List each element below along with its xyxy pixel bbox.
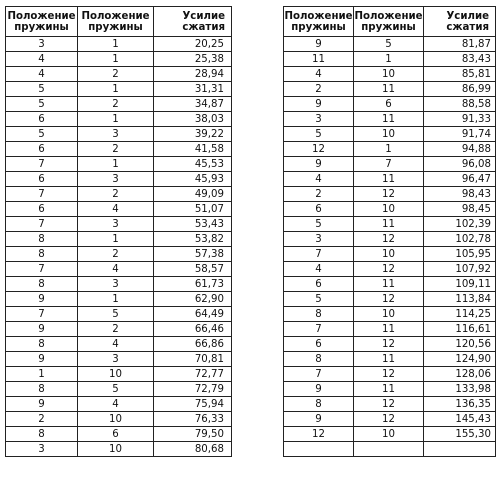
spring-position-b-cell: 11: [354, 82, 424, 97]
compression-force-cell: 107,92: [424, 262, 496, 277]
table-row: [6, 202, 232, 217]
table-row: [6, 427, 232, 442]
spring-position-a-cell: 6: [6, 112, 78, 127]
spring-position-a-cell: 1: [6, 367, 78, 382]
table-row: [284, 277, 496, 292]
spring-position-b-cell: 2: [78, 187, 154, 202]
spring-position-b-cell: 1: [78, 292, 154, 307]
compression-force-cell: 128,06: [424, 367, 496, 382]
spring-position-a-cell: [284, 442, 354, 457]
spring-position-b-cell: 10: [354, 67, 424, 82]
table-row: [284, 82, 496, 97]
compression-force-cell: 58,57: [154, 262, 232, 277]
spring-position-a-cell: 4: [6, 67, 78, 82]
table-body-left: [6, 37, 232, 457]
spring-position-a-cell: 6: [284, 277, 354, 292]
compression-force-cell: [424, 442, 496, 457]
spring-position-b-cell: 10: [354, 427, 424, 442]
spring-position-a-cell: 7: [284, 322, 354, 337]
compression-force-cell: 136,35: [424, 397, 496, 412]
compression-force-cell: 120,56: [424, 337, 496, 352]
compression-force-cell: 91,33: [424, 112, 496, 127]
table-row: [284, 217, 496, 232]
spring-position-b-cell: 3: [78, 127, 154, 142]
spring-position-b-cell: 5: [78, 307, 154, 322]
compression-force-cell: 38,03: [154, 112, 232, 127]
table-row: [6, 142, 232, 157]
spring-position-a-cell: 2: [6, 412, 78, 427]
spring-table-left: [5, 6, 232, 457]
spring-position-a-cell: 5: [6, 97, 78, 112]
table-row: [284, 247, 496, 262]
compression-force-cell: 133,98: [424, 382, 496, 397]
table-row: [284, 172, 496, 187]
compression-force-cell: 45,93: [154, 172, 232, 187]
compression-force-cell: 61,73: [154, 277, 232, 292]
spring-position-a-cell: 5: [6, 127, 78, 142]
table-row: [284, 112, 496, 127]
compression-force-cell: 64,49: [154, 307, 232, 322]
compression-force-cell: 70,81: [154, 352, 232, 367]
spring-position-b-cell: 4: [78, 202, 154, 217]
table-row: [284, 337, 496, 352]
compression-force-cell: 83,43: [424, 52, 496, 67]
table-row: [6, 397, 232, 412]
header-row: [284, 7, 496, 37]
compression-force-cell: 113,84: [424, 292, 496, 307]
spring-position-a-cell: 9: [284, 382, 354, 397]
compression-force-cell: 124,90: [424, 352, 496, 367]
spring-position-b-cell: 11: [354, 172, 424, 187]
spring-position-b-cell: 5: [354, 37, 424, 52]
table-row: [6, 97, 232, 112]
compression-force-cell: 116,61: [424, 322, 496, 337]
spring-position-a-cell: 8: [6, 247, 78, 262]
table-row: [6, 112, 232, 127]
spring-position-a-cell: 8: [284, 352, 354, 367]
table-body-right: [284, 37, 496, 457]
compression-force-cell: 72,77: [154, 367, 232, 382]
compression-force-cell: 62,90: [154, 292, 232, 307]
spring-position-a-cell: 7: [284, 247, 354, 262]
spring-position-b-cell: 2: [78, 67, 154, 82]
table-row: [284, 412, 496, 427]
compression-force-cell: 57,38: [154, 247, 232, 262]
compression-force-cell: 76,33: [154, 412, 232, 427]
header-row: [6, 7, 232, 37]
spring-position-b-cell: 10: [78, 442, 154, 457]
spring-position-b-cell: 12: [354, 337, 424, 352]
spring-position-b-cell: 6: [354, 97, 424, 112]
spring-position-b-cell: 1: [78, 232, 154, 247]
compression-force-cell: 109,11: [424, 277, 496, 292]
compression-force-cell: 94,88: [424, 142, 496, 157]
spring-position-b-cell: 2: [78, 142, 154, 157]
spring-position-a-cell: 3: [284, 112, 354, 127]
spring-position-b-cell: 3: [78, 352, 154, 367]
table-row: [6, 247, 232, 262]
compression-force-cell: 85,81: [424, 67, 496, 82]
table-row: [6, 412, 232, 427]
table-row: [6, 217, 232, 232]
table-row: [6, 352, 232, 367]
spring-position-b-cell: 10: [354, 127, 424, 142]
spring-position-a-cell: 8: [6, 382, 78, 397]
spring-position-b-cell: 12: [354, 232, 424, 247]
table-row: [6, 322, 232, 337]
table-row: [284, 322, 496, 337]
table-row: [284, 382, 496, 397]
spring-position-b-cell: 11: [354, 112, 424, 127]
spring-position-b-cell: 10: [354, 307, 424, 322]
compression-force-cell: 86,99: [424, 82, 496, 97]
header-spring-position-2: Положение пружины: [354, 7, 424, 37]
spring-position-a-cell: 8: [6, 427, 78, 442]
table-row: [284, 232, 496, 247]
compression-force-cell: 96,47: [424, 172, 496, 187]
spring-position-a-cell: 6: [6, 202, 78, 217]
table-row: [6, 292, 232, 307]
table-row: [284, 367, 496, 382]
spring-position-a-cell: 7: [284, 367, 354, 382]
spring-position-b-cell: 10: [78, 412, 154, 427]
header-spring-position-1: Положение пружины: [6, 7, 78, 37]
spring-position-b-cell: 4: [78, 337, 154, 352]
table-row: [6, 172, 232, 187]
spring-position-b-cell: 1: [78, 37, 154, 52]
spring-position-a-cell: 9: [284, 37, 354, 52]
spring-position-a-cell: 7: [6, 187, 78, 202]
table-row: [284, 202, 496, 217]
compression-force-cell: 51,07: [154, 202, 232, 217]
spring-position-b-cell: 10: [78, 367, 154, 382]
compression-force-cell: 72,79: [154, 382, 232, 397]
spring-position-a-cell: 11: [284, 52, 354, 67]
compression-force-cell: 41,58: [154, 142, 232, 157]
compression-force-cell: 45,53: [154, 157, 232, 172]
compression-force-cell: 53,82: [154, 232, 232, 247]
table-row: [6, 67, 232, 82]
table-row: [284, 97, 496, 112]
spring-position-a-cell: 4: [6, 52, 78, 67]
compression-force-cell: 39,22: [154, 127, 232, 142]
spring-position-b-cell: 1: [78, 112, 154, 127]
spring-position-a-cell: 7: [6, 262, 78, 277]
table-row: [284, 67, 496, 82]
table-row: [284, 352, 496, 367]
table-row: [284, 142, 496, 157]
compression-force-cell: 34,87: [154, 97, 232, 112]
table-row: [284, 427, 496, 442]
spring-position-b-cell: 12: [354, 262, 424, 277]
spring-position-b-cell: 12: [354, 367, 424, 382]
table-row: [6, 157, 232, 172]
table-row: [284, 127, 496, 142]
header-spring-position-1: Положение пружины: [284, 7, 354, 37]
table-row: [284, 307, 496, 322]
compression-force-cell: 49,09: [154, 187, 232, 202]
spring-position-b-cell: 1: [78, 82, 154, 97]
compression-force-cell: 145,43: [424, 412, 496, 427]
spring-position-a-cell: 8: [6, 232, 78, 247]
table-row: [6, 37, 232, 52]
table-row: [6, 337, 232, 352]
spring-position-b-cell: 12: [354, 292, 424, 307]
table-row: [6, 127, 232, 142]
spring-position-b-cell: 1: [78, 52, 154, 67]
compression-force-cell: 96,08: [424, 157, 496, 172]
spring-position-b-cell: 2: [78, 322, 154, 337]
spring-position-b-cell: 1: [354, 52, 424, 67]
table-row: [6, 82, 232, 97]
spring-position-b-cell: 11: [354, 382, 424, 397]
spring-position-a-cell: 5: [284, 127, 354, 142]
compression-force-cell: 88,58: [424, 97, 496, 112]
spring-position-a-cell: 4: [284, 172, 354, 187]
spring-position-b-cell: 4: [78, 262, 154, 277]
table-row: [284, 157, 496, 172]
compression-force-cell: 66,46: [154, 322, 232, 337]
compression-force-cell: 75,94: [154, 397, 232, 412]
spring-position-b-cell: 12: [354, 397, 424, 412]
spring-position-a-cell: 9: [6, 292, 78, 307]
spring-position-b-cell: 3: [78, 172, 154, 187]
spring-position-b-cell: 11: [354, 322, 424, 337]
spring-position-b-cell: [354, 442, 424, 457]
spring-position-b-cell: 12: [354, 187, 424, 202]
table-row: [284, 52, 496, 67]
spring-position-b-cell: 1: [78, 157, 154, 172]
table-row: [284, 262, 496, 277]
spring-position-a-cell: 3: [284, 232, 354, 247]
spring-position-a-cell: 4: [284, 262, 354, 277]
compression-force-cell: 66,86: [154, 337, 232, 352]
spring-position-a-cell: 5: [284, 217, 354, 232]
compression-force-cell: 20,25: [154, 37, 232, 52]
table-row: [6, 187, 232, 202]
compression-force-cell: 53,43: [154, 217, 232, 232]
compression-force-cell: 31,31: [154, 82, 232, 97]
compression-force-cell: 81,87: [424, 37, 496, 52]
compression-force-cell: 102,78: [424, 232, 496, 247]
spring-position-a-cell: 9: [284, 157, 354, 172]
spring-position-a-cell: 7: [6, 217, 78, 232]
spring-position-a-cell: 6: [284, 337, 354, 352]
table-row: [6, 367, 232, 382]
table-row: [6, 232, 232, 247]
spring-position-a-cell: 4: [284, 67, 354, 82]
compression-force-cell: 91,74: [424, 127, 496, 142]
spring-position-a-cell: 6: [6, 142, 78, 157]
spring-table-right: [283, 6, 496, 457]
spring-position-b-cell: 2: [78, 97, 154, 112]
spring-position-a-cell: 9: [6, 352, 78, 367]
table-row: [6, 307, 232, 322]
spring-position-a-cell: 5: [284, 292, 354, 307]
table-row: [284, 442, 496, 457]
spring-position-a-cell: 9: [284, 97, 354, 112]
compression-force-cell: 80,68: [154, 442, 232, 457]
compression-force-cell: 28,94: [154, 67, 232, 82]
spring-position-b-cell: 6: [78, 427, 154, 442]
table-row: [6, 262, 232, 277]
spring-position-b-cell: 2: [78, 247, 154, 262]
spring-position-b-cell: 3: [78, 277, 154, 292]
table-row: [6, 442, 232, 457]
header-compression-force: Усилие сжатия: [154, 7, 232, 37]
spring-position-b-cell: 10: [354, 202, 424, 217]
spring-position-b-cell: 10: [354, 247, 424, 262]
table-row: [284, 187, 496, 202]
header-spring-position-2: Положение пружины: [78, 7, 154, 37]
spring-position-a-cell: 9: [6, 322, 78, 337]
spring-position-b-cell: 5: [78, 382, 154, 397]
compression-force-cell: 105,95: [424, 247, 496, 262]
compression-force-cell: 102,39: [424, 217, 496, 232]
spring-position-b-cell: 11: [354, 352, 424, 367]
table-row: [284, 37, 496, 52]
spring-position-a-cell: 12: [284, 142, 354, 157]
spring-position-a-cell: 12: [284, 427, 354, 442]
compression-force-cell: 98,43: [424, 187, 496, 202]
compression-force-cell: 114,25: [424, 307, 496, 322]
table-row: [6, 52, 232, 67]
compression-force-cell: 25,38: [154, 52, 232, 67]
spring-position-a-cell: 6: [284, 202, 354, 217]
spring-position-b-cell: 7: [354, 157, 424, 172]
spring-position-a-cell: 5: [6, 82, 78, 97]
spring-position-a-cell: 3: [6, 442, 78, 457]
compression-force-cell: 98,45: [424, 202, 496, 217]
spring-position-b-cell: 11: [354, 277, 424, 292]
compression-force-cell: 155,30: [424, 427, 496, 442]
spring-position-a-cell: 9: [6, 397, 78, 412]
table-row: [6, 277, 232, 292]
spring-position-b-cell: 3: [78, 217, 154, 232]
spring-position-a-cell: 9: [284, 412, 354, 427]
spring-position-a-cell: 3: [6, 37, 78, 52]
table-row: [284, 292, 496, 307]
spring-position-a-cell: 2: [284, 82, 354, 97]
spring-position-a-cell: 8: [6, 277, 78, 292]
compression-force-cell: 79,50: [154, 427, 232, 442]
spring-position-a-cell: 2: [284, 187, 354, 202]
spring-position-a-cell: 7: [6, 157, 78, 172]
spring-position-b-cell: 4: [78, 397, 154, 412]
spring-position-a-cell: 6: [6, 172, 78, 187]
spring-position-a-cell: 7: [6, 307, 78, 322]
spring-position-b-cell: 1: [354, 142, 424, 157]
table-row: [6, 382, 232, 397]
spring-position-a-cell: 8: [284, 307, 354, 322]
header-compression-force: Усилие сжатия: [424, 7, 496, 37]
spring-position-b-cell: 11: [354, 217, 424, 232]
spring-position-a-cell: 8: [284, 397, 354, 412]
spring-position-a-cell: 8: [6, 337, 78, 352]
spring-position-b-cell: 12: [354, 412, 424, 427]
table-row: [284, 397, 496, 412]
